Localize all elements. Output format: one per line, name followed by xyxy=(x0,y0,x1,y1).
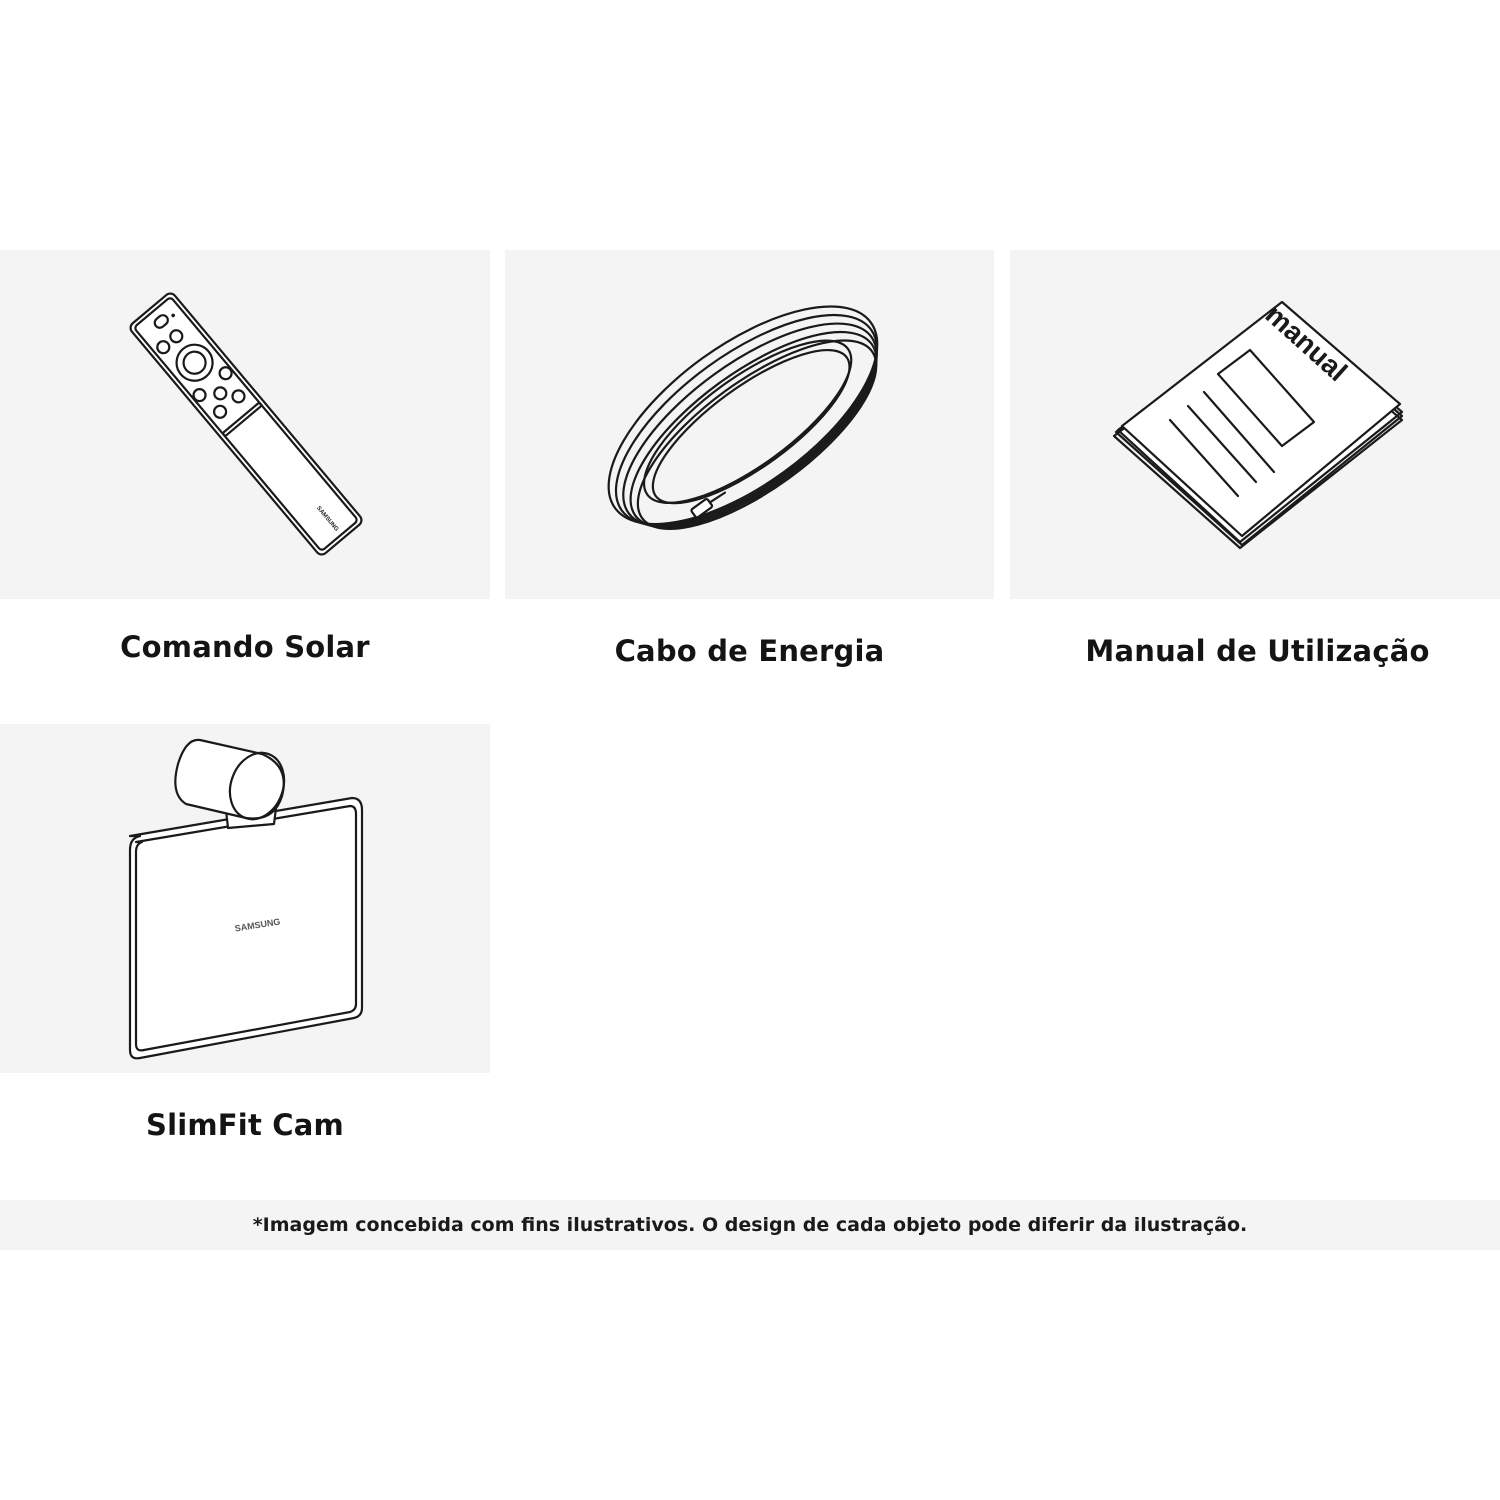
remote-control-icon xyxy=(0,250,490,599)
disclaimer-bar xyxy=(0,1200,1500,1250)
webcam-tile xyxy=(0,724,490,1073)
remote-control-tile xyxy=(0,250,490,599)
manual-tile xyxy=(1010,250,1500,599)
item-label-cable: Cabo de Energia xyxy=(614,634,885,668)
item-label-manual: Manual de Utilização xyxy=(1085,634,1430,668)
power-cable-icon xyxy=(505,250,994,599)
manual-book-icon xyxy=(1010,250,1500,599)
item-label-webcam: SlimFit Cam xyxy=(146,1108,344,1142)
manual-cover-title: manual xyxy=(1259,298,1354,388)
remote-brand-mark: SAMSUNG xyxy=(314,505,340,533)
webcam-icon xyxy=(0,724,490,1073)
power-cable-tile xyxy=(505,250,994,599)
webcam-brand-mark: SAMSUNG xyxy=(234,916,282,934)
item-label-remote: Comando Solar xyxy=(120,630,370,664)
disclaimer-text: *Imagem concebida com fins ilustrativos. O design de cada objeto pode diferir da ilustração. xyxy=(252,1214,1248,1236)
